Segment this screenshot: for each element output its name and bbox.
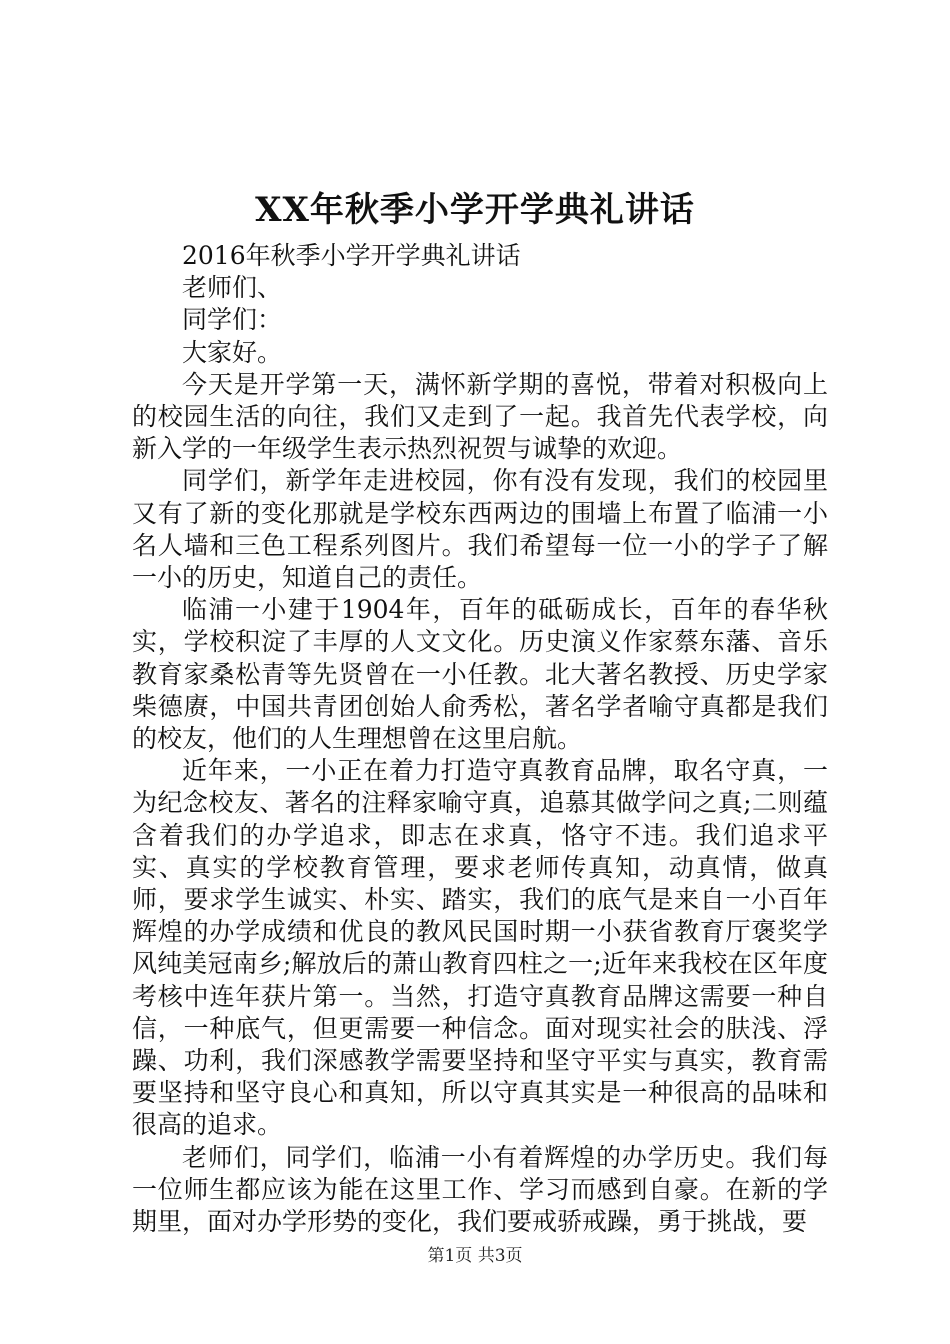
paragraph-salutation-teachers: 老师们、 — [182, 273, 283, 303]
paragraph: 同学们，新学年走进校园，你有没有发现，我们的校园里又有了新的变化那就是学校东西两边的围墙上布置了临浦一小名人墙和三色工程系列图片。我们希望每一位一小的学子了解一小的历史，知道自己的责任。 — [132, 466, 828, 593]
paragraph: 今天是开学第一天，满怀新学期的喜悦，带着对积极向上的校园生活的向往，我们又走到了一起。我首先代表学校，向新入学的一年级学生表示热烈祝贺与诚挚的欢迎。 — [132, 369, 828, 464]
paragraph-subtitle: 2016年秋季小学开学典礼讲话 — [182, 241, 521, 270]
paragraph-greeting: 大家好。 — [182, 337, 283, 367]
paragraph: 老师们，同学们，临浦一小有着辉煌的办学历史。我们每一位师生都应该为能在这里工作、学习而感到自豪。在新的学期里，面对办学形势的变化，我们要戒骄戒躁，勇于挑战，要 — [132, 1142, 828, 1237]
paragraph: 近年来，一小正在着力打造守真教育品牌，取名守真，一为纪念校友、著名的注释家喻守真，追慕其做学问之真;二则蕴含着我们的办学追求，即志在求真，恪守不违。我们追求平实、真实的学校教育管理，要求老师传真知，动真情，做真师，要求学生诚实、朴实、踏实，我们的底气是来自一小百年辉煌的办学成绩和优良的教风民国时期一小获省教育厅褒奖学风纯美冠南乡;解放后的萧山教育四柱之一;近年来我校在区年度考核中连年获片第一。当然，打造守真教育品牌这需要一种自信，一种底气，但更需要一种信念。面对现实社会的肤浅、浮躁、功利，我们深感教学需要坚持和坚守平实与真实，教育需要坚持和坚守良心和真知，所以守真其实是一种很高的品味和很高的追求。 — [132, 756, 828, 1140]
document-body — [132, 240, 828, 1238]
page-footer: 第1页 共3页 — [427, 1246, 523, 1266]
paragraph-salutation-students: 同学们： — [182, 305, 283, 335]
document-title: XX年秋季小学开学典礼讲话 — [255, 190, 695, 230]
paragraph: 临浦一小建于1904年，百年的砥砺成长，百年的春华秋实，学校积淀了丰厚的人文文化。历史演义作家蔡东藩、音乐教育家桑松青等先贤曾在一小任教。北大著名教授、历史学家柴德赓，中国共青团创始人俞秀松，著名学者喻守真都是我们的校友，他们的人生理想曾在这里启航。 — [132, 595, 828, 754]
